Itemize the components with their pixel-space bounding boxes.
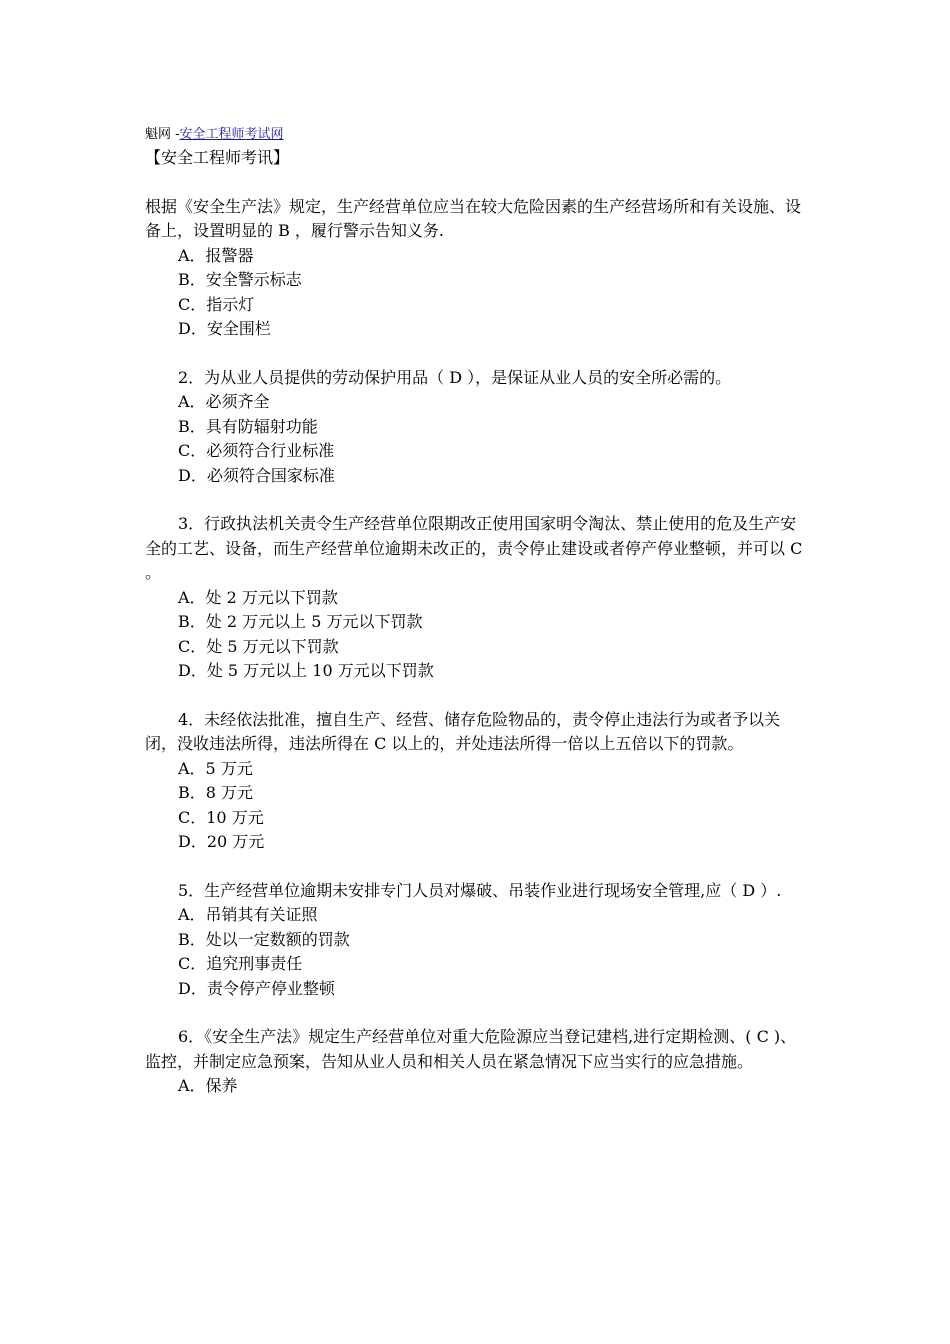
option-a: A．保养: [178, 1076, 238, 1095]
question-3: [145, 512, 805, 684]
option-b: B．处以一定数额的罚款: [178, 929, 350, 949]
question-1: [145, 195, 805, 342]
question-stem: 6．《安全生产法》规定生产经营单位对重大危险源应当登记建档,进行定期检测、( C )、监控，并制定应急预案，告知从业人员和相关人员在紧急情况下应当实行的应急措施。: [145, 1027, 797, 1071]
option-d: D．必须符合国家标准: [178, 465, 335, 485]
option-list: [145, 757, 805, 855]
option-list: [145, 903, 805, 1001]
option-b: B．安全警示标志: [178, 270, 302, 289]
site-link[interactable]: 安全工程师考试网: [179, 127, 284, 142]
option-a: A．必须齐全: [178, 392, 270, 411]
option-list: [145, 244, 805, 342]
question-6: [145, 1025, 805, 1099]
question-5: [145, 879, 805, 1002]
option-list: [145, 1074, 805, 1099]
category-title: 【安全工程师考讯】: [145, 148, 290, 167]
site-prefix: 魁网 -: [145, 127, 180, 142]
option-c: C．指示灯: [178, 294, 255, 314]
option-a: A．吊销其有关证照: [178, 905, 318, 924]
question-stem: 4．未经依法批准，擅自生产、经营、储存危险物品的，责令停止违法行为或者予以关闭，没收违法所得，违法所得在 C 以上的，并处违法所得一倍以上五倍以下的罚款。: [145, 709, 781, 753]
option-list: [145, 390, 805, 488]
option-a: A．5 万元: [178, 758, 253, 778]
option-a: A．处 2 万元以下罚款: [178, 587, 338, 607]
option-c: C．10 万元: [178, 807, 264, 827]
question-4: [145, 708, 805, 855]
question-stem: 根据《安全生产法》规定，生产经营单位应当在较大危险因素的生产经营场所和有关设施、设备上，设置明显的 B ，履行警示告知义务.: [145, 196, 802, 240]
option-d: D．安全围栏: [178, 319, 271, 338]
option-c: C．追究刑事责任: [178, 954, 303, 973]
option-a: A．报警器: [178, 245, 254, 265]
option-b: B．处 2 万元以上 5 万元以下罚款: [178, 612, 423, 631]
option-d: D．处 5 万元以上 10 万元以下罚款: [178, 661, 434, 680]
option-d: D．责令停产停业整顿: [178, 978, 335, 998]
option-b: B．具有防辐射功能: [178, 416, 318, 436]
option-list: [145, 586, 805, 684]
document-page: [145, 124, 805, 1099]
question-stem: 5．生产经营单位逾期未安排专门人员对爆破、吊装作业进行现场安全管理,应（ D ）.: [178, 880, 782, 900]
question-2: [145, 366, 805, 489]
option-b: B．8 万元: [178, 783, 254, 802]
option-c: C．处 5 万元以下罚款: [178, 636, 339, 656]
option-c: C．必须符合行业标准: [178, 441, 335, 460]
site-header: [145, 124, 805, 146]
question-stem: 2．为从业人员提供的劳动保护用品（ D ），是保证从业人员的安全所必需的。: [178, 367, 732, 387]
option-d: D．20 万元: [178, 832, 265, 851]
question-stem: 3．行政执法机关责令生产经营单位限期改正使用国家明令淘汰、禁止使用的危及生产安全的工艺、设备，而生产经营单位逾期未改正的，责令停止建设或者停产停业整顿，并可以 C 。: [145, 514, 803, 582]
